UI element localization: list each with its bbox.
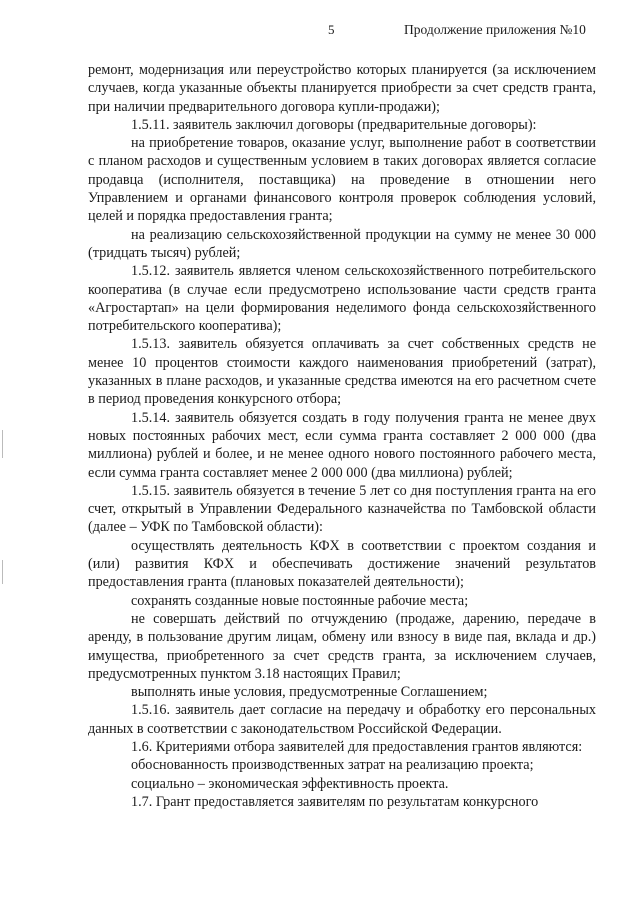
paragraph: социально – экономическая эффективность проекта.: [131, 775, 449, 792]
paragraph: на реализацию сельскохозяйственной продукции на сумму не менее 30 000 (тридцать тысяч) рублей;: [88, 226, 596, 261]
paragraph: 1.7. Грант предоставляется заявителям по результатам конкурсного: [131, 793, 539, 810]
paragraph: 1.5.16. заявитель дает согласие на передачу и обработку его персональных данных в соответствии с законодательством Российской Федерации.: [88, 702, 596, 737]
paragraph: 1.5.13. заявитель обязуется оплачивать за счет собственных средств не менее 10 процентов стоимости каждого наименования приобретений (затрат), указанных в плане расходов, и указанные средства имеются на его расчетном счете в период проведения конкурсного отбора;: [88, 336, 596, 408]
paragraph: сохранять созданные новые постоянные рабочие места;: [131, 592, 469, 609]
paragraph: 1.5.14. заявитель обязуется создать в году получения гранта не менее двух новых постоянных рабочих мест, если сумма гранта составляет 2 000 000 (два миллиона) рублей и более, и не менее одного нового постоянного рабочего места, если сумма гранта составляет менее 2 000 000 (два миллиона) рублей;: [88, 409, 596, 481]
paragraph: 1.5.12. заявитель является членом сельскохозяйственного потребительского кооператива (в случае если предусмотрено использование части средств гранта «Агростартап» на цели формирования неделимого фонда сельскохозяйственного потребительского кооператива);: [88, 263, 596, 335]
paragraph: ремонт, модернизация или переустройство которых планируется (за исключением случаев, когда указанные объекты планируется приобрести за счет средств гранта, при наличии предварительного договора купли-продажи);: [88, 62, 596, 115]
paragraph: осуществлять деятельность КФХ в соответствии с проектом создания и (или) развития КФХ и обеспечивать достижение значений результатов предоставления гранта (плановых показателей деятельности);: [88, 537, 596, 591]
page-number: 5: [328, 22, 335, 37]
paragraph: обоснованность производственных затрат на реализацию проекта;: [131, 757, 534, 774]
paragraph: на приобретение товаров, оказание услуг, выполнение работ в соответствии с планом расходов и существенным условием в таких договорах является согласие продавца (исполнителя, поставщика) на проведение в отношении него Управлением и органами финансового контроля проверок соблюдения условий, целей и порядка предоставления гранта;: [88, 135, 596, 225]
paragraph: 1.5.11. заявитель заключил договоры (предварительные договоры):: [131, 116, 537, 133]
paragraph: 1.6. Критериями отбора заявителей для предоставления грантов являются:: [131, 738, 583, 755]
page-header-title: Продолжение приложения №10: [404, 22, 586, 37]
paragraph: не совершать действий по отчуждению (продаже, дарению, передаче в аренду, в пользование другим лицам, обмену или взносу в виде пая, вклада и др.) имущества, приобретенного за счет средств гранта, за исключением случаев, предусмотренных пунктом 3.18 настоящих Правил;: [88, 610, 596, 682]
paragraph: 1.5.15. заявитель обязуется в течение 5 лет со дня поступления гранта на его счет, открытый в Управлении Федерального казначейства по Тамбовской области (далее – УФК по Тамбовской области):: [88, 482, 596, 536]
margin-mark: [2, 560, 3, 584]
paragraph: выполнять иные условия, предусмотренные Соглашением;: [131, 684, 488, 701]
margin-mark: [2, 430, 3, 458]
document-body: [88, 61, 596, 811]
